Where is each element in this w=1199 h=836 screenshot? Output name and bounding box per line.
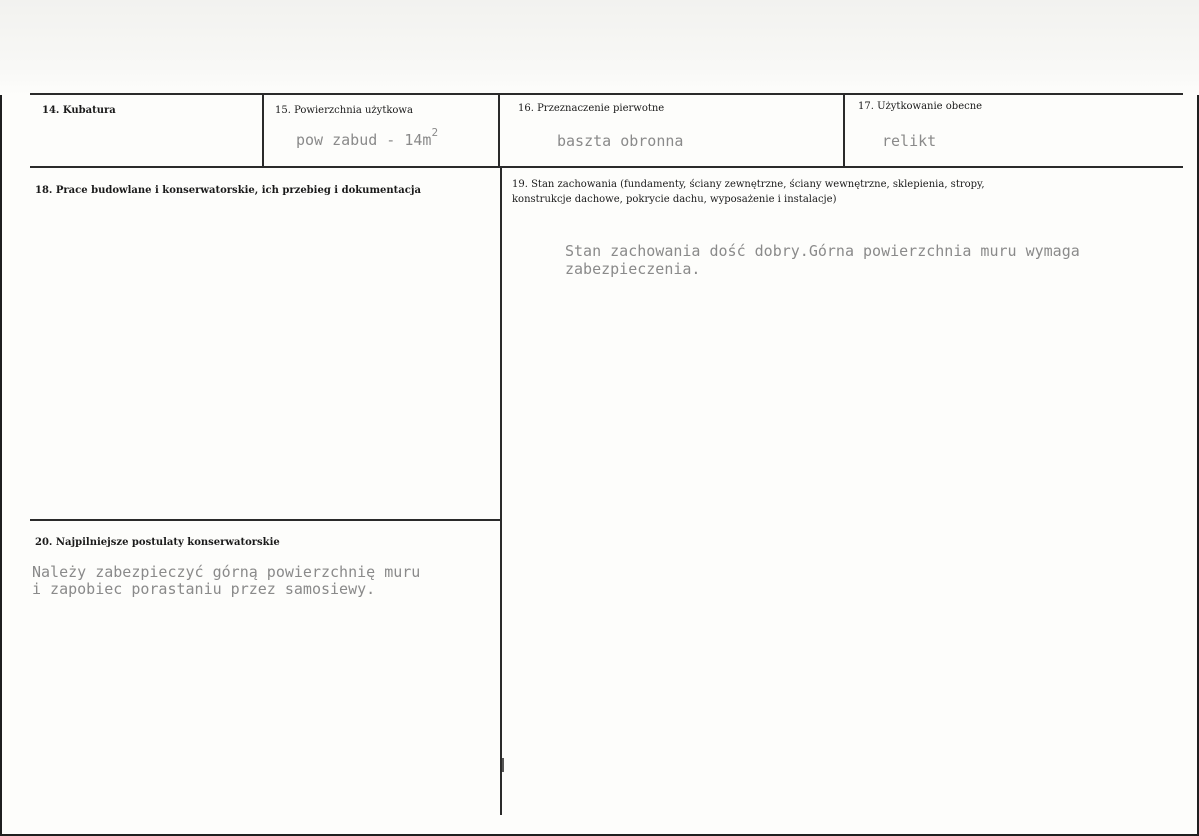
field-14-label: 14. Kubatura bbox=[42, 105, 116, 116]
section-18-bottom-rule bbox=[30, 519, 501, 521]
field-20-label: 20. Najpilniejsze postulaty konserwatorskie bbox=[35, 537, 280, 548]
field-19-label-line1: 19. Stan zachowania (fundamenty, ściany zewnętrzne, ściany wewnętrzne, sklepienia, stropy, bbox=[512, 179, 985, 190]
binding-mark bbox=[502, 758, 504, 772]
divider-16-17 bbox=[843, 94, 845, 167]
field-16-value: baszta obronna bbox=[557, 132, 684, 150]
divider-14-15 bbox=[262, 94, 264, 167]
field-15-label: 15. Powierzchnia użytkowa bbox=[275, 105, 413, 116]
divider-15-16 bbox=[498, 94, 500, 167]
field-20-value-line1: Należy zabezpieczyć górną powierzchnię muru bbox=[32, 563, 421, 581]
center-vertical-rule bbox=[500, 167, 502, 815]
field-15-value: pow zabud - $14m^2$ bbox=[296, 126, 439, 149]
field-19-value-line1: Stan zachowania dość dobry.Górna powierzchnia muru wymaga bbox=[565, 242, 1080, 260]
field-19-label-line2: konstrukcje dachowe, pokrycie dachu, wyposażenie i instalacje) bbox=[512, 194, 837, 205]
field-20-value-line2: i zapobiec porastaniu przez samosiewy. bbox=[32, 580, 376, 598]
field-16-label: 16. Przeznaczenie pierwotne bbox=[518, 103, 665, 114]
field-17-label: 17. Użytkowanie obecne bbox=[858, 101, 983, 112]
field-18-label: 18. Prace budowlane i konserwatorskie, ich przebieg i dokumentacja bbox=[35, 185, 421, 196]
header-row-bottom-rule bbox=[30, 166, 1183, 168]
field-19-value-line2: zabezpieczenia. bbox=[565, 260, 701, 278]
field-17-value: relikt bbox=[882, 132, 937, 150]
top-rule bbox=[30, 93, 1183, 95]
